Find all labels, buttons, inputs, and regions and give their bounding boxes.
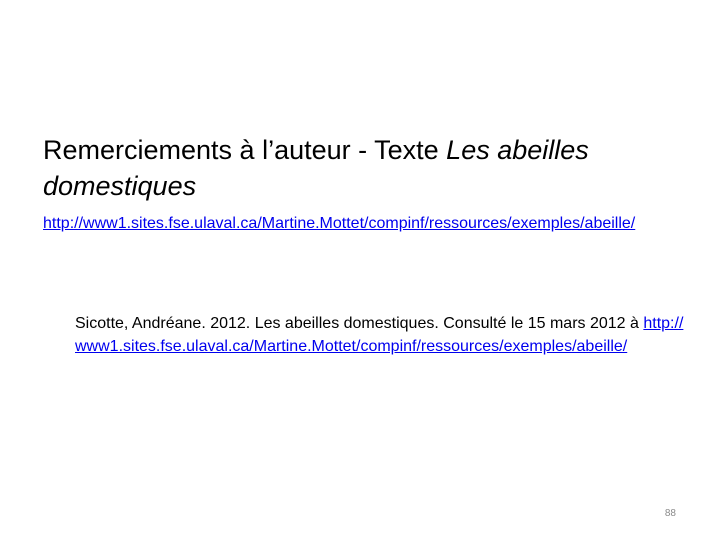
source-link-block: [43, 211, 693, 236]
slide-title: [43, 132, 693, 204]
citation-link[interactable]: http://www1.sites.fse.ulaval.ca/Martine.Mottet/compinf/ressources/exemples/abeille/: [75, 315, 684, 355]
page-number: 88: [664, 508, 676, 519]
title-italic: Les abeilles domestiques: [43, 135, 589, 201]
citation: [75, 312, 690, 358]
citation-text: Sicotte, Andréane. 2012. Les abeilles domestiques. Consulté le 15 mars 2012 à: [75, 315, 644, 332]
source-link[interactable]: http://www1.sites.fse.ulaval.ca/Martine.Mottet/compinf/ressources/exemples/abeille/: [43, 215, 636, 232]
title-prefix: Remerciements à l’auteur - Texte: [43, 135, 447, 165]
